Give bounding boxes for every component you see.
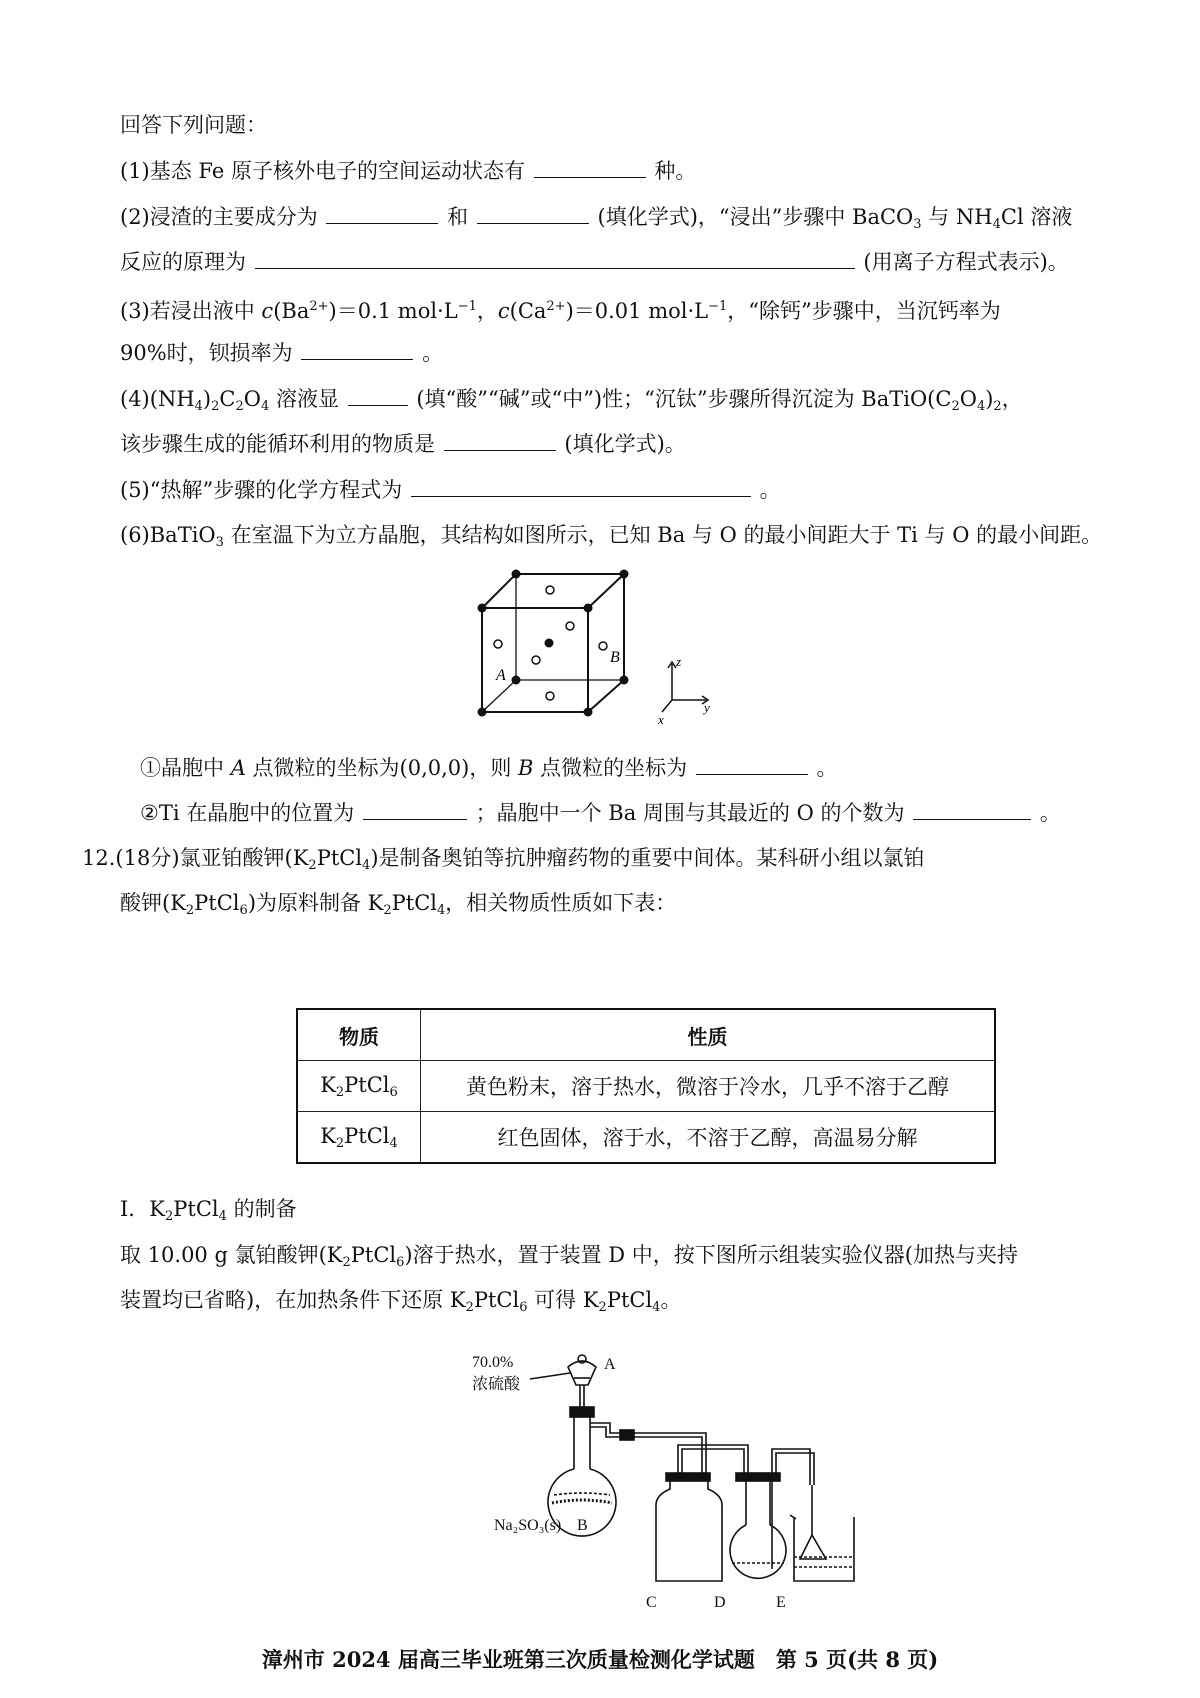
solid-reagent-label: Na₂SO₃(s) — [494, 1517, 562, 1534]
question-6-1 — [140, 752, 838, 783]
acid-name-label: 浓硫酸 — [472, 1376, 521, 1393]
q4-text-i: ， — [1001, 387, 1023, 411]
q3-sup-4: −1 — [708, 299, 728, 314]
prep-sub-e: 6 — [519, 1300, 528, 1315]
question-2-line-2 — [120, 246, 1069, 277]
q4-sub-f: 2 — [951, 399, 960, 414]
prep-text-g: PtCl — [606, 1288, 653, 1312]
question-5 — [120, 474, 781, 505]
substance-cell: $K_2PtCl_4$ — [297, 1112, 421, 1164]
q12-text-g: PtCl — [391, 891, 438, 915]
q6-1-text-c: 点微粒的坐标为 — [533, 756, 688, 780]
question-2-line-1 — [120, 201, 1072, 240]
q6-text-b: 在室温下为立方晶胞，其结构如图所示，已知 Ba 与 O 的最小间距大于 Ti 与 O 的最小间距。 — [223, 523, 1103, 547]
property-cell: 黄色粉末，溶于热水，微溶于冷水，几乎不溶于乙醇 — [421, 1061, 996, 1112]
prep-text-f: 可得 K — [527, 1288, 599, 1312]
part1-text-c: 的制备 — [226, 1197, 297, 1221]
label-b: B — [577, 1517, 588, 1534]
q4-text-j: 该步骤生成的能循环利用的物质是 — [120, 432, 435, 456]
q12-text-h: ，相关物质性质如下表： — [445, 891, 677, 915]
q3-text-h: 90%时，钡损率为 — [120, 341, 293, 365]
apparatus-diagram — [470, 1345, 860, 1615]
prep-sub-g: 4 — [652, 1300, 661, 1315]
q3-sup-2: −1 — [457, 299, 477, 314]
q12-sub-e: 6 — [239, 903, 248, 918]
table-row — [297, 1061, 995, 1112]
q12-text-e: PtCl — [194, 891, 240, 915]
question-6-2 — [140, 797, 1061, 828]
crystal-cell-diagram — [460, 560, 760, 735]
substance-cell: $K_2PtCl_6$ — [297, 1061, 421, 1112]
q12-sub-d: 2 — [185, 903, 195, 918]
header-property: 性质 — [421, 1009, 996, 1061]
question-3-line-2 — [120, 337, 443, 368]
page-footer: 漳州市 2024 届高三毕业班第三次质量检测化学试题 第 5 页(共 8 页) — [261, 1647, 939, 1672]
q6-1-text-b: 点微粒的坐标为(0,0,0)，则 — [245, 756, 519, 780]
q2-text-b: 和 — [447, 205, 469, 229]
label-d: D — [714, 1594, 726, 1611]
axis-x-label: x — [658, 712, 664, 727]
question-12-line-2 — [120, 888, 676, 926]
q3-text-a: (3)若浸出液中 — [120, 299, 262, 323]
prep-sub-d: 2 — [465, 1300, 474, 1315]
q4-blank-1[interactable] — [348, 383, 408, 406]
q1-tail: 种。 — [654, 159, 697, 183]
q12-text-a: (18分)氯亚铂酸钾(K — [115, 846, 309, 870]
prep-text-d: 装置均已省略)，在加热条件下还原 K — [120, 1288, 466, 1312]
prep-sub-b: 6 — [396, 1255, 405, 1270]
prep-text-c: )溶于热水，置于装置 D 中，按下图所示组装实验仪器(加热与夹持 — [404, 1243, 1018, 1267]
q6-1-answer-blank[interactable] — [696, 752, 808, 775]
q6-1-point-a: A — [230, 756, 246, 780]
acid-concentration-label: 70.0% — [472, 1354, 514, 1371]
q4-text-e: 溶液显 — [269, 387, 339, 411]
axis-z-label: z — [676, 654, 682, 669]
q2-text-d: 与 NH — [921, 205, 993, 229]
q3-text-i: 。 — [422, 341, 444, 365]
q4-text-a: (4)(NH — [120, 387, 195, 411]
label-point-a: A — [496, 667, 506, 684]
q2-blank-3[interactable] — [255, 246, 855, 269]
q4-sub-a: 4 — [194, 399, 203, 414]
q2-blank-1[interactable] — [326, 201, 438, 224]
q4-blank-2[interactable] — [444, 428, 556, 451]
q4-sub-g: 4 — [976, 399, 986, 414]
q6-2-text-b: ；晶胞中一个 Ba 周围与其最近的 O 的个数为 — [475, 801, 905, 825]
q4-text-f: (填“酸”“碱”或“中”)性；“沉钛”步骤所得沉淀为 BaTiO(C — [416, 387, 952, 411]
part1-text-b: PtCl — [173, 1197, 219, 1221]
q12-sub-b: 4 — [362, 858, 371, 873]
prep-text-b: PtCl — [350, 1243, 397, 1267]
separatory-funnel-a — [530, 1355, 596, 1407]
q6-2-text-c: 。 — [1039, 801, 1061, 825]
q3-text-e: (Ca — [509, 299, 547, 323]
label-e: E — [776, 1594, 786, 1611]
q12-text-f: )为原料制备 K — [247, 891, 384, 915]
property-table — [296, 1008, 996, 1164]
q5-text-a: (5)“热解”步骤的化学方程式为 — [120, 478, 403, 502]
q6-2-blank-2[interactable] — [913, 797, 1031, 820]
q4-text-b: ) — [202, 387, 212, 411]
q12-sub-g: 4 — [437, 903, 446, 918]
q6-1-text-d: 。 — [816, 756, 838, 780]
prep-sub-a: 2 — [342, 1255, 351, 1270]
table-header-row — [297, 1009, 995, 1061]
property-cell: 红色固体，溶于水，不溶于乙醇，高温易分解 — [421, 1112, 996, 1164]
question-4-line-2 — [120, 428, 686, 459]
q3-answer-blank[interactable] — [301, 337, 413, 360]
body-center-atom — [545, 639, 554, 648]
q6-2-blank-1[interactable] — [363, 797, 467, 820]
q4-text-h: ) — [985, 387, 994, 411]
q6-2-text-a: ②Ti 在晶胞中的位置为 — [140, 801, 355, 825]
label-a: A — [604, 1356, 616, 1373]
q3-sup-1: 2+ — [309, 299, 329, 314]
part1-sub-b: 4 — [218, 1209, 227, 1224]
question-1 — [120, 155, 696, 186]
q3-text-c: )＝0.1 mol·L — [328, 299, 458, 323]
q4-sub-b: 2 — [211, 399, 220, 414]
q2-text-e: Cl 溶液 — [1000, 205, 1073, 229]
q2-text-c: (填化学式)，“浸出”步骤中 BaCO — [597, 205, 914, 229]
axis-y-label: y — [704, 700, 710, 715]
q12-text-d: 酸钾(K — [120, 891, 186, 915]
q3-c-symbol: c — [261, 299, 274, 323]
question-6 — [120, 520, 1102, 558]
table-row — [297, 1112, 995, 1164]
prep-line-1 — [120, 1240, 1018, 1278]
part1-text-a: Ⅰ．K — [120, 1197, 165, 1221]
q2-sub-2: 4 — [992, 217, 1001, 232]
q6-1-point-b: B — [518, 756, 534, 780]
part-1-heading — [120, 1194, 297, 1232]
label-c: C — [646, 1594, 657, 1611]
safety-bottle-c — [656, 1473, 722, 1581]
q3-sup-3: 2+ — [546, 299, 566, 314]
q12-text-c: )是制备奥铂等抗肿瘤药物的重要中间体。某科研小组以氯铂 — [370, 846, 925, 870]
q3-text-f: )＝0.01 mol·L — [565, 299, 709, 323]
q3-text-d: ， — [476, 299, 498, 323]
question-3-line-1 — [120, 292, 1001, 326]
q4-text-c: C — [219, 387, 236, 411]
q12-number: 12. — [82, 846, 116, 870]
q3-c-symbol-2: c — [497, 299, 510, 323]
q2-sub-1: 3 — [913, 217, 922, 232]
q4-text-d: O — [243, 387, 261, 411]
intro-text: 回答下列问题： — [120, 113, 267, 137]
q3-text-g: ，“除钙”步骤中，当沉钙率为 — [727, 299, 1001, 323]
q4-text-k: (填化学式)。 — [564, 432, 686, 456]
q2-text-g: (用离子方程式表示)。 — [863, 250, 1069, 274]
header-substance: 物质 — [297, 1009, 421, 1061]
q4-sub-d: 4 — [260, 399, 270, 414]
q1-answer-blank[interactable] — [534, 155, 646, 178]
reaction-flask-d — [730, 1473, 786, 1578]
q4-sub-h: 2 — [993, 399, 1002, 414]
axis-indicator — [662, 662, 708, 712]
absorption-beaker-e — [790, 1485, 854, 1581]
label-point-b: B — [610, 649, 620, 666]
q4-sub-c: 2 — [235, 399, 244, 414]
q3-text-b: (Ba — [273, 299, 310, 323]
prep-line-2 — [120, 1285, 681, 1323]
q2-blank-2[interactable] — [477, 201, 589, 224]
part1-sub-a: 2 — [164, 1209, 174, 1224]
prep-sub-f: 2 — [598, 1300, 607, 1315]
question-12-line-1 — [82, 843, 925, 881]
q12-sub-a: 2 — [308, 858, 317, 873]
q2-text-a: (2)浸渣的主要成分为 — [120, 205, 318, 229]
q12-sub-f: 2 — [383, 903, 392, 918]
question-4-line-1 — [120, 383, 1023, 422]
q6-1-text-a: ①晶胞中 — [140, 756, 231, 780]
q5-text-b: 。 — [759, 478, 781, 502]
prep-text-h: 。 — [660, 1288, 682, 1312]
q2-text-f: 反应的原理为 — [120, 250, 246, 274]
q4-text-g: O — [959, 387, 977, 411]
prep-text-a: 取 10.00 g 氯铂酸钾(K — [120, 1243, 343, 1267]
q1-text: (1)基态 Fe 原子核外电子的空间运动状态有 — [120, 159, 525, 183]
q6-text-a: (6)BaTiO — [120, 523, 216, 547]
q12-text-b: PtCl — [316, 846, 363, 870]
q5-answer-blank[interactable] — [411, 474, 751, 497]
q6-sub: 3 — [215, 535, 224, 550]
prep-text-e: PtCl — [473, 1288, 520, 1312]
